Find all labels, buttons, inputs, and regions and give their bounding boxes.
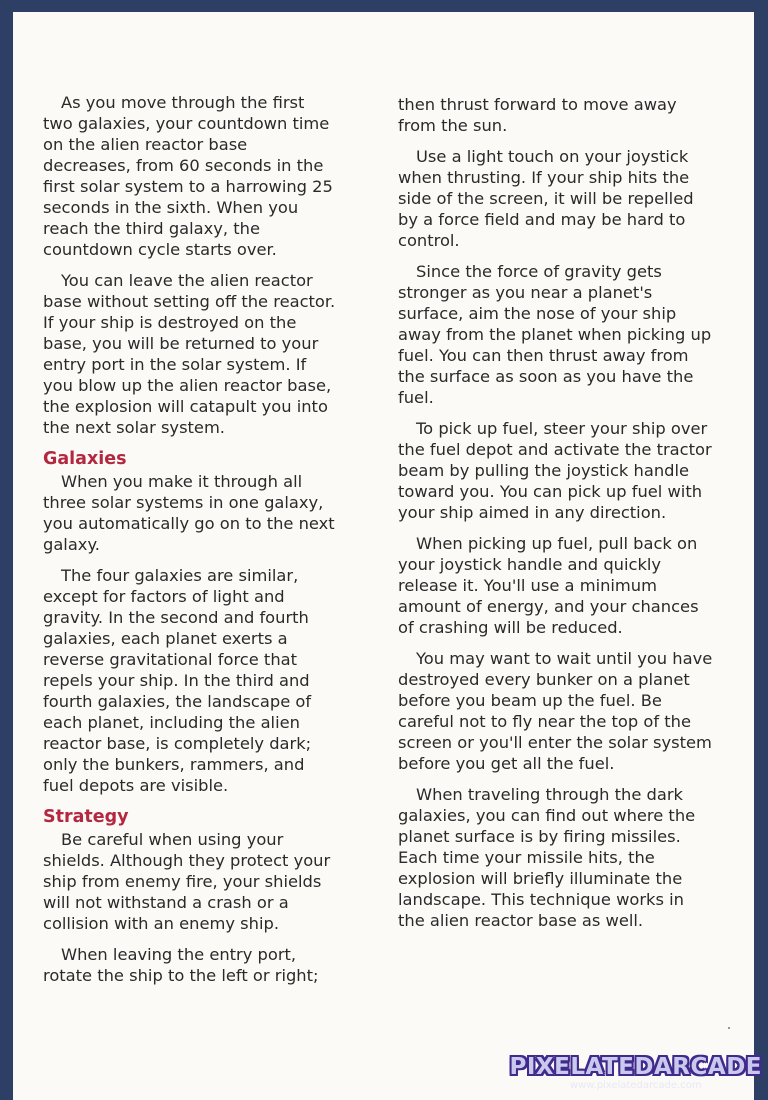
manual-page [13,12,754,1100]
paragraph: To pick up fuel, steer your ship over the fuel depot and activate the tractor beam by pulling the joystick handle toward you. You can pick up fuel with your ship aimed in any direction. [398,419,712,522]
paragraph: then thrust forward to move away from the sun. [398,95,677,135]
watermark-url: www.pixelatedarcade.com [569,1080,702,1091]
paragraph: When picking up fuel, pull back on your joystick handle and quickly release it. You'll use a minimum amount of energy, and your chances of crashing will be reduced. [398,534,699,637]
watermark [509,1055,762,1092]
paragraph: As you move through the first two galaxies, your countdown time on the alien reactor base decreases, from 60 seconds in the first solar system to a harrowing 25 seconds in the sixth. When you reach the third galaxy, the countdown cycle starts over. [43,93,333,259]
paragraph: Since the force of gravity gets stronger as you near a planet's surface, aim the nose of your ship away from the planet when picking up fuel. You can then thrust away from the surface as soon as you have the fuel. [398,262,712,407]
paragraph: Use a light touch on your joystick when thrusting. If your ship hits the side of the screen, it will be repelled by a force field and may be hard to control. [398,147,694,250]
section-heading-galaxies: Galaxies [43,449,127,469]
left-column [43,92,339,996]
paragraph: Be careful when using your shields. Although they protect your ship from enemy fire, your shields will not withstand a crash or a collision with an enemy ship. [43,830,331,933]
paragraph: You can leave the alien reactor base without setting off the reactor. If your ship is destroyed on the base, you will be returned to your entry port in the solar system. If you blow up the alien reactor base, the explosion will catapult you into the next solar system. [43,271,336,437]
watermark-title: PIXELATEDARCADE [509,1054,762,1080]
section-heading-strategy: Strategy [43,807,129,827]
paper-speck [728,1027,730,1029]
paragraph: You may want to wait until you have destroyed every bunker on a planet before you beam up the fuel. Be careful not to fly near the top of the screen or you'll enter the solar system before you get all the fuel. [398,649,713,773]
paragraph: The four galaxies are similar, except for factors of light and gravity. In the second and fourth galaxies, each planet exerts a reverse gravitational force that repels your ship. In the third and fourth galaxies, the landscape of each planet, including the alien reactor base, is completely dark; only the bunkers, rammers, and fuel depots are visible. [43,566,312,795]
paragraph: When you make it through all three solar systems in one galaxy, you automatically go on to the next galaxy. [43,472,335,554]
paragraph: When leaving the entry port, rotate the ship to the left or right; [43,945,319,985]
paragraph: When traveling through the dark galaxies, you can find out where the planet surface is by firing missiles. Each time your missile hits, the explosion will briefly illuminate the landscape. This technique works in the alien reactor base as well. [398,785,696,930]
right-column [398,94,714,941]
